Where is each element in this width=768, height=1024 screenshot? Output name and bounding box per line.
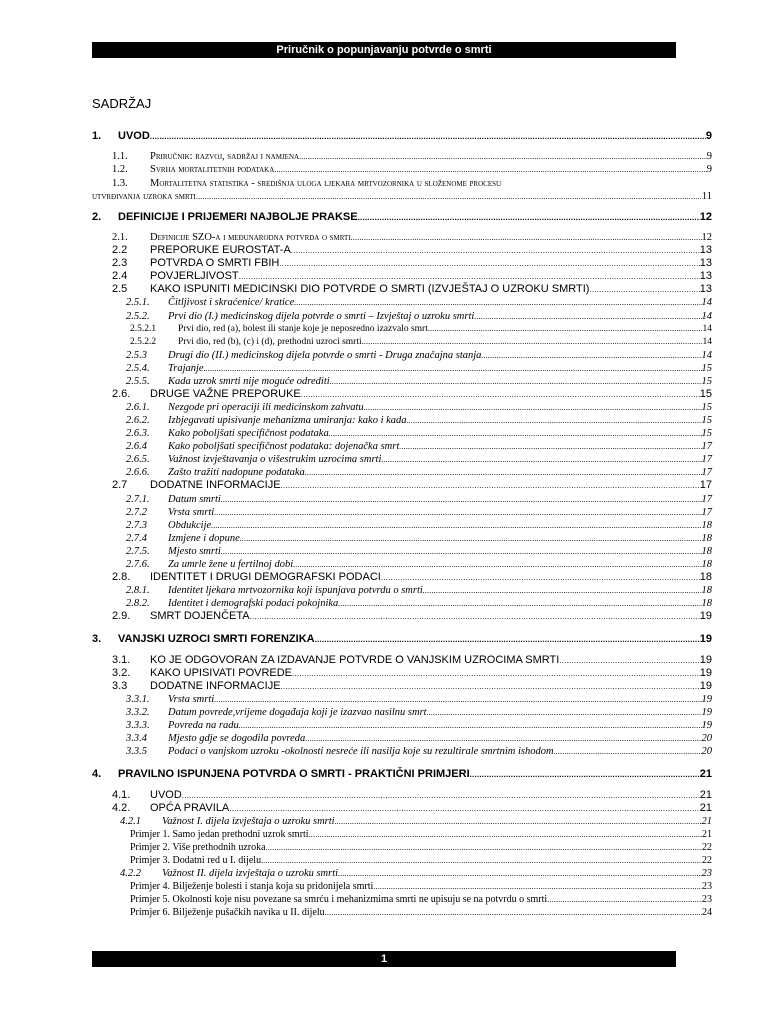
toc-entry-page: 21 bbox=[702, 829, 712, 840]
toc-entry-title: Primjer 5. Okolnosti koje nisu povezane sa smrću i mehanizmima smrti ne upisuju se na potvrdu o smrti bbox=[130, 894, 548, 905]
toc-entry-title: POTVRDA O SMRTI FBIH bbox=[150, 257, 280, 269]
table-of-contents bbox=[92, 0, 712, 1024]
toc-entry-title: Trajanje bbox=[168, 363, 204, 374]
toc-entry[interactable] bbox=[92, 506, 712, 519]
toc-entry-number: 2.7.3 bbox=[126, 520, 147, 531]
toc-dot-leader bbox=[293, 558, 701, 571]
toc-entry-title: Važnost I. dijela izvještaja o uzroku smrti bbox=[162, 816, 335, 827]
toc-entry-page: 19 bbox=[701, 707, 712, 718]
toc-entry[interactable] bbox=[92, 828, 712, 841]
toc-entry-title: Podaci o vanjskom uzroku -okolnosti nesreće ili nasilja koje su rezultirale smrtnim ishodom bbox=[168, 746, 554, 757]
toc-dot-leader bbox=[240, 532, 702, 545]
toc-entry[interactable] bbox=[92, 841, 712, 854]
toc-entry-number: 2.6. bbox=[112, 388, 131, 400]
toc-entry-number: 1. bbox=[92, 130, 102, 142]
toc-entry-page: 18 bbox=[701, 533, 712, 544]
toc-dot-leader bbox=[338, 597, 701, 610]
toc-entry-number: 2.9. bbox=[112, 610, 131, 622]
toc-entry[interactable] bbox=[92, 190, 712, 203]
toc-dot-leader bbox=[150, 130, 706, 143]
toc-entry[interactable] bbox=[92, 768, 712, 781]
toc-entry-title: Primjer 2. Više prethodnih uzroka bbox=[130, 842, 266, 853]
toc-dot-leader bbox=[351, 231, 702, 244]
toc-entry-page: 18 bbox=[701, 546, 712, 557]
toc-entry[interactable] bbox=[92, 349, 712, 362]
toc-entry-number: 2.5.2.2 bbox=[130, 337, 157, 347]
toc-entry-number: 2.5.4. bbox=[126, 363, 150, 374]
toc-dot-leader bbox=[211, 519, 701, 532]
toc-entry[interactable] bbox=[92, 427, 712, 440]
toc-entry[interactable] bbox=[92, 414, 712, 427]
toc-entry-number: 2. bbox=[92, 211, 102, 223]
toc-entry-title: Izmjene i dopune bbox=[168, 533, 240, 544]
toc-dot-leader bbox=[309, 828, 702, 841]
toc-entry-page: 22 bbox=[702, 855, 712, 866]
toc-entry-number: 2.5.3 bbox=[126, 350, 147, 361]
toc-entry-number: 2.4 bbox=[112, 270, 128, 282]
toc-entry-number: 2.6.3. bbox=[126, 428, 150, 439]
toc-entry-title: UVOD bbox=[118, 130, 150, 142]
toc-entry-title: IDENTITET I DRUGI DEMOGRAFSKI PODACI bbox=[150, 571, 381, 583]
toc-entry-title: SMRT DOJENČETA bbox=[150, 610, 250, 622]
toc-dot-leader bbox=[221, 493, 702, 506]
toc-entry-number: 2.6.1. bbox=[126, 402, 150, 413]
toc-dot-leader bbox=[554, 745, 702, 758]
toc-entry[interactable] bbox=[92, 283, 712, 296]
toc-entry-number: 3.1. bbox=[112, 654, 131, 666]
toc-entry-title: Važnost II. dijela izvještaja o uzroku smrti bbox=[162, 868, 339, 879]
toc-entry[interactable] bbox=[92, 680, 712, 693]
toc-entry-number: 4.1. bbox=[112, 789, 131, 801]
toc-dot-leader bbox=[358, 211, 700, 224]
toc-dot-leader bbox=[196, 190, 702, 203]
toc-dot-leader bbox=[399, 440, 701, 453]
toc-dot-leader bbox=[362, 335, 703, 349]
toc-entry-number: 4. bbox=[92, 768, 102, 780]
toc-entry-number: 4.2.1 bbox=[120, 816, 141, 827]
toc-entry-title: Vrsta smrti bbox=[168, 694, 215, 705]
toc-entry-number: 2.7.2 bbox=[126, 507, 147, 518]
toc-entry-page: 17 bbox=[701, 441, 712, 452]
toc-entry[interactable] bbox=[92, 244, 712, 257]
toc-entry[interactable] bbox=[92, 545, 712, 558]
toc-entry-title: Primjer 1. Samo jedan prethodni uzrok smrti bbox=[130, 829, 309, 840]
toc-dot-leader bbox=[281, 479, 700, 492]
toc-entry-page: 18 bbox=[701, 520, 712, 531]
toc-entry[interactable] bbox=[92, 388, 712, 401]
toc-entry[interactable] bbox=[92, 667, 712, 680]
toc-entry-title: DEFINICIJE I PRIJEMERI NAJBOLJE PRAKSE bbox=[118, 211, 358, 223]
toc-entry-page: 19 bbox=[701, 694, 712, 705]
toc-dot-leader bbox=[239, 719, 702, 732]
toc-entry-number: 1.2. bbox=[112, 164, 128, 175]
toc-entry-page: 13 bbox=[699, 283, 712, 295]
toc-entry-page: 21 bbox=[699, 802, 712, 814]
toc-entry-page: 14 bbox=[701, 350, 712, 361]
toc-entry-page: 19 bbox=[699, 667, 712, 679]
toc-entry-page: 19 bbox=[699, 610, 712, 622]
toc-dot-leader bbox=[294, 296, 701, 309]
toc-entry-title: Kako poboljšati specifičnost podataka: dojenačka smrt bbox=[168, 441, 400, 452]
toc-entry-number: 2.5.2.1 bbox=[130, 324, 157, 334]
toc-entry-title: Obdukcije bbox=[168, 520, 212, 531]
toc-entry-page: 15 bbox=[699, 388, 712, 400]
toc-entry[interactable] bbox=[92, 558, 712, 571]
toc-entry-number: 2.6.2. bbox=[126, 415, 150, 426]
toc-dot-leader bbox=[329, 427, 702, 440]
toc-dot-leader bbox=[373, 880, 702, 893]
toc-entry-page: 14 bbox=[701, 311, 712, 322]
toc-entry-page: 12 bbox=[699, 211, 712, 223]
toc-entry[interactable] bbox=[92, 633, 712, 646]
toc-entry-page: 18 bbox=[699, 571, 712, 583]
toc-dot-leader bbox=[250, 610, 700, 623]
toc-entry-page: 17 bbox=[701, 454, 712, 465]
toc-entry-page: 15 bbox=[701, 376, 712, 387]
toc-entry-title: Izbjegavati upisivanje mehanizma umiranja: kako i kada bbox=[168, 415, 407, 426]
toc-entry-title: KO JE ODGOVORAN ZA IZDAVANJE POTVRDE O VANJSKIM UZROCIMA SMRTI bbox=[150, 654, 560, 666]
toc-entry-title: UVOD bbox=[150, 789, 182, 801]
header-title: Priručnik o popunjavanju potvrde o smrti bbox=[276, 44, 492, 56]
toc-entry[interactable] bbox=[92, 880, 712, 893]
page-footer-bar bbox=[92, 951, 676, 967]
toc-entry-page: 13 bbox=[699, 244, 712, 256]
toc-entry[interactable] bbox=[92, 270, 712, 283]
toc-entry-page: 23 bbox=[701, 868, 712, 879]
toc-entry-title: Zašto tražiti nadopune podataka bbox=[168, 467, 305, 478]
toc-entry-page: 21 bbox=[699, 768, 712, 780]
toc-entry-title: Primjer 4. Bilježenje bolesti i stanja koja su pridonijela smrti bbox=[130, 881, 374, 892]
toc-entry[interactable] bbox=[92, 130, 712, 143]
toc-entry-number: 3.3.1. bbox=[126, 694, 150, 705]
toc-entry-title: Važnost izvještavanja o višestrukim uzrocima smrti bbox=[168, 454, 382, 465]
toc-entry-title: Kada uzrok smrti nije moguće odrediti bbox=[168, 376, 330, 387]
toc-entry-page: 13 bbox=[699, 257, 712, 269]
toc-entry-number: 4.2.2 bbox=[120, 868, 141, 879]
toc-dot-leader bbox=[338, 867, 701, 880]
toc-entry-title: POVJERLJIVOST bbox=[150, 270, 239, 282]
toc-entry[interactable] bbox=[92, 532, 712, 545]
toc-entry-number: 2.7.6. bbox=[126, 559, 150, 570]
toc-entry-title: Mjesto gdje se dogodila povreda bbox=[168, 733, 306, 744]
toc-entry-page: 19 bbox=[699, 633, 712, 645]
toc-dot-leader bbox=[292, 667, 700, 680]
toc-entry-page: 18 bbox=[701, 585, 712, 596]
toc-entry-number: 2.7.5. bbox=[126, 546, 150, 557]
toc-entry-title: Drugi dio (II.) medicinskog dijela potvrde o smrti - Druga značajna stanja bbox=[168, 350, 482, 361]
toc-entry[interactable] bbox=[92, 571, 712, 584]
toc-entry[interactable] bbox=[92, 802, 712, 815]
toc-entry-page: 19 bbox=[699, 654, 712, 666]
toc-entry-page: 17 bbox=[701, 467, 712, 478]
toc-entry-title: Vrsta smrti bbox=[168, 507, 215, 518]
toc-entry-page: 20 bbox=[701, 733, 712, 744]
toc-entry-page: 12 bbox=[701, 232, 712, 243]
toc-dot-leader bbox=[428, 322, 703, 336]
toc-entry-page: 15 bbox=[701, 402, 712, 413]
toc-entry-page: 23 bbox=[702, 894, 712, 905]
toc-entry-title: Svrha mortalitetnih podataka bbox=[150, 164, 275, 175]
toc-entry-title: PRAVILNO ISPUNJENA POTVRDA O SMRTI - PRAKTIČNI PRIMJERI bbox=[118, 768, 470, 780]
toc-entry-title: Prvi dio, red (b), (c) i (d), prethodni uzroci smrti bbox=[178, 337, 362, 347]
toc-entry[interactable] bbox=[92, 336, 712, 349]
toc-entry-title: Mortalitetna statistika - središnja uloga ljekara mrtvozornika u složenome procesu bbox=[150, 178, 502, 189]
toc-entry[interactable] bbox=[92, 296, 712, 309]
toc-entry[interactable] bbox=[92, 745, 712, 758]
toc-dot-leader bbox=[381, 453, 701, 466]
toc-dot-leader bbox=[301, 388, 700, 401]
toc-entry-title: VANJSKI UZROCI SMRTI FORENZIKA bbox=[118, 633, 315, 645]
toc-entry[interactable] bbox=[92, 362, 712, 375]
toc-dot-leader bbox=[470, 768, 700, 781]
toc-entry-number: 2.5.1. bbox=[126, 297, 150, 308]
footer-page-number: 1 bbox=[380, 953, 388, 965]
toc-entry[interactable] bbox=[92, 584, 712, 597]
toc-entry[interactable] bbox=[92, 163, 712, 176]
toc-entry-number: 2.3 bbox=[112, 257, 128, 269]
toc-dot-leader bbox=[559, 654, 699, 667]
toc-entry[interactable] bbox=[92, 706, 712, 719]
toc-entry-number: 2.7 bbox=[112, 479, 128, 491]
toc-entry-title: Kako poboljšati specifičnost podataka bbox=[168, 428, 329, 439]
toc-entry-title: Identitet i demografski podaci pokojnika bbox=[168, 598, 339, 609]
toc-entry-number: 2.5.5. bbox=[126, 376, 150, 387]
toc-entry-page: 11 bbox=[701, 191, 712, 202]
toc-dot-leader bbox=[481, 349, 701, 362]
toc-entry[interactable] bbox=[92, 789, 712, 802]
toc-entry[interactable] bbox=[92, 177, 712, 190]
toc-entry[interactable] bbox=[92, 610, 712, 623]
toc-entry-page: 22 bbox=[702, 842, 712, 853]
toc-dot-leader bbox=[229, 802, 699, 815]
toc-entry-page: 14 bbox=[702, 337, 712, 347]
toc-entry-number: 2.5.2. bbox=[126, 311, 150, 322]
toc-entry-number: 3.3.3. bbox=[126, 720, 150, 731]
toc-dot-leader bbox=[214, 506, 701, 519]
toc-entry-number: 1.3. bbox=[112, 178, 128, 189]
toc-dot-leader bbox=[427, 706, 702, 719]
toc-entry-title: DODATNE INFORMACIJE bbox=[150, 680, 281, 692]
toc-entry-page: 24 bbox=[702, 907, 712, 918]
toc-entry[interactable] bbox=[92, 150, 712, 163]
toc-entry[interactable] bbox=[92, 693, 712, 706]
toc-entry-number: 3.3.4 bbox=[126, 733, 147, 744]
toc-entry-title: PREPORUKE EUROSTAT-A bbox=[150, 244, 291, 256]
toc-entry[interactable] bbox=[92, 719, 712, 732]
toc-dot-leader bbox=[239, 270, 700, 283]
toc-entry[interactable] bbox=[92, 211, 712, 224]
toc-entry-title: Mjesto smrti bbox=[168, 546, 221, 557]
toc-dot-leader bbox=[407, 414, 702, 427]
toc-dot-leader bbox=[315, 633, 700, 646]
toc-entry-number: 2.7.1. bbox=[126, 494, 150, 505]
toc-entry[interactable] bbox=[92, 732, 712, 745]
toc-entry[interactable] bbox=[92, 231, 712, 244]
toc-entry-page: 15 bbox=[701, 415, 712, 426]
toc-entry-title: Identitet ljekara mrtvozornika koji ispunjava potvrdu o smrti bbox=[168, 585, 423, 596]
toc-dot-leader bbox=[299, 150, 707, 163]
toc-dot-leader bbox=[182, 789, 700, 802]
toc-entry[interactable] bbox=[92, 401, 712, 414]
toc-entry[interactable] bbox=[92, 906, 712, 919]
toc-entry-title: Datum smrti bbox=[168, 494, 221, 505]
toc-entry-page: 21 bbox=[699, 789, 712, 801]
toc-entry-number: 3.3.5 bbox=[126, 746, 147, 757]
toc-dot-leader bbox=[279, 257, 699, 270]
toc-entry-page: 9 bbox=[705, 130, 712, 142]
toc-entry-number: 2.6.6. bbox=[126, 467, 150, 478]
toc-entry[interactable] bbox=[92, 440, 712, 453]
toc-entry-title: Priručnik: razvoj, sadržaj i namjena bbox=[150, 151, 300, 162]
toc-dot-leader bbox=[291, 244, 700, 257]
toc-entry-page: 15 bbox=[701, 428, 712, 439]
toc-entry-number: 2.5 bbox=[112, 283, 128, 295]
toc-dot-leader bbox=[325, 906, 702, 919]
toc-entry-page: 18 bbox=[701, 559, 712, 570]
toc-dot-leader bbox=[335, 815, 702, 828]
toc-entry-title: KAKO ISPUNITI MEDICINSKI DIO POTVRDE O SMRTI (IZVJEŠTAJ O UZROKU SMRTI) bbox=[150, 283, 590, 295]
toc-entry-page: 17 bbox=[701, 494, 712, 505]
toc-entry-title: DRUGE VAŽNE PREPORUKE bbox=[150, 388, 301, 400]
toc-entry-page: 19 bbox=[699, 680, 712, 692]
toc-entry-number: 2.6.4 bbox=[126, 441, 147, 452]
toc-entry-title: Povreda na radu bbox=[168, 720, 239, 731]
toc-dot-leader bbox=[589, 283, 699, 296]
toc-entry-page: 9 bbox=[706, 151, 712, 162]
toc-entry-number: 3.3.2. bbox=[126, 707, 150, 718]
toc-heading: SADRŽAJ bbox=[92, 96, 152, 111]
toc-entry-title: OPĆA PRAVILA bbox=[150, 802, 230, 814]
toc-entry-title: Za umrle žene u fertilnoj dobi bbox=[168, 559, 294, 570]
toc-entry-number: 3. bbox=[92, 633, 102, 645]
toc-entry-page: 18 bbox=[701, 598, 712, 609]
toc-entry-title: Nezgode pri operaciji ili medicinskom zahvatu bbox=[168, 402, 364, 413]
toc-dot-leader bbox=[266, 841, 702, 854]
toc-entry-number: 2.8.1. bbox=[126, 585, 150, 596]
toc-entry-title: DODATNE INFORMACIJE bbox=[150, 479, 281, 491]
toc-entry-title: Primjer 6. Bilježenje pušačkih navika u II. dijelu bbox=[130, 907, 325, 918]
toc-dot-leader bbox=[305, 732, 701, 745]
toc-entry-title: Prvi dio (I.) medicinskog dijela potvrde o smrti – Izvještaj o uzroku smrti bbox=[168, 311, 475, 322]
toc-entry[interactable] bbox=[92, 519, 712, 532]
toc-dot-leader bbox=[547, 893, 702, 906]
toc-dot-leader bbox=[305, 466, 702, 479]
toc-entry[interactable] bbox=[92, 375, 712, 388]
toc-entry-page: 21 bbox=[701, 816, 712, 827]
toc-entry[interactable] bbox=[92, 893, 712, 906]
toc-entry-title: utvrđivanja uzroka smrti bbox=[92, 191, 196, 202]
toc-entry[interactable] bbox=[92, 493, 712, 506]
toc-entry[interactable] bbox=[92, 597, 712, 610]
toc-entry-page: 17 bbox=[699, 479, 712, 491]
toc-entry-title: Datum povrede,vrijeme događaja koji je izazvao nasilnu smrt bbox=[168, 707, 427, 718]
toc-dot-leader bbox=[381, 571, 700, 584]
toc-dot-leader bbox=[330, 375, 702, 388]
toc-entry-number: 3.3 bbox=[112, 680, 128, 692]
toc-entry-number: 2.8. bbox=[112, 571, 131, 583]
toc-entry[interactable] bbox=[92, 867, 712, 880]
toc-entry[interactable] bbox=[92, 815, 712, 828]
toc-entry-title: Definicije SZO-a i međunarodna potvrda o smrti bbox=[150, 232, 351, 243]
toc-entry-title: Čitljivost i skraćenice/ kratice bbox=[168, 297, 295, 308]
toc-entry-page: 13 bbox=[699, 270, 712, 282]
toc-entry[interactable] bbox=[92, 479, 712, 492]
toc-entry[interactable] bbox=[92, 466, 712, 479]
toc-entry-number: 2.6.5. bbox=[126, 454, 150, 465]
toc-entry-page: 15 bbox=[701, 363, 712, 374]
toc-entry[interactable] bbox=[92, 453, 712, 466]
toc-entry-title: KAKO UPISIVATI POVREDE bbox=[150, 667, 293, 679]
toc-entry-number: 2.7.4 bbox=[126, 533, 147, 544]
toc-entry-number: 4.2. bbox=[112, 802, 131, 814]
toc-entry-page: 9 bbox=[706, 164, 712, 175]
toc-entry-number: 2.8.2. bbox=[126, 598, 150, 609]
toc-dot-leader bbox=[214, 693, 701, 706]
toc-dot-leader bbox=[423, 584, 702, 597]
toc-entry-title: Primjer 3. Dodatni red u I. dijelu bbox=[130, 855, 262, 866]
toc-entry-page: 23 bbox=[702, 881, 712, 892]
toc-entry[interactable] bbox=[92, 854, 712, 867]
toc-entry-page: 20 bbox=[701, 746, 712, 757]
toc-entry-number: 2.2 bbox=[112, 244, 128, 256]
toc-entry-number: 2.1. bbox=[112, 232, 128, 243]
toc-entry-page: 14 bbox=[702, 324, 712, 334]
toc-dot-leader bbox=[261, 854, 702, 867]
toc-entry[interactable] bbox=[92, 257, 712, 270]
toc-entry-page: 14 bbox=[701, 297, 712, 308]
toc-entry-title: Prvi dio, red (a), bolest ili stanje koje je neposredno izazvalo smrt bbox=[178, 324, 428, 334]
toc-dot-leader bbox=[281, 680, 700, 693]
toc-entry[interactable] bbox=[92, 654, 712, 667]
toc-entry-number: 3.2. bbox=[112, 667, 131, 679]
toc-entry-page: 19 bbox=[701, 720, 712, 731]
toc-dot-leader bbox=[204, 362, 702, 375]
toc-entry-page: 17 bbox=[701, 507, 712, 518]
toc-dot-leader bbox=[221, 545, 702, 558]
toc-entry-number: 1.1. bbox=[112, 151, 128, 162]
toc-dot-leader bbox=[274, 163, 706, 176]
toc-dot-leader bbox=[364, 401, 702, 414]
